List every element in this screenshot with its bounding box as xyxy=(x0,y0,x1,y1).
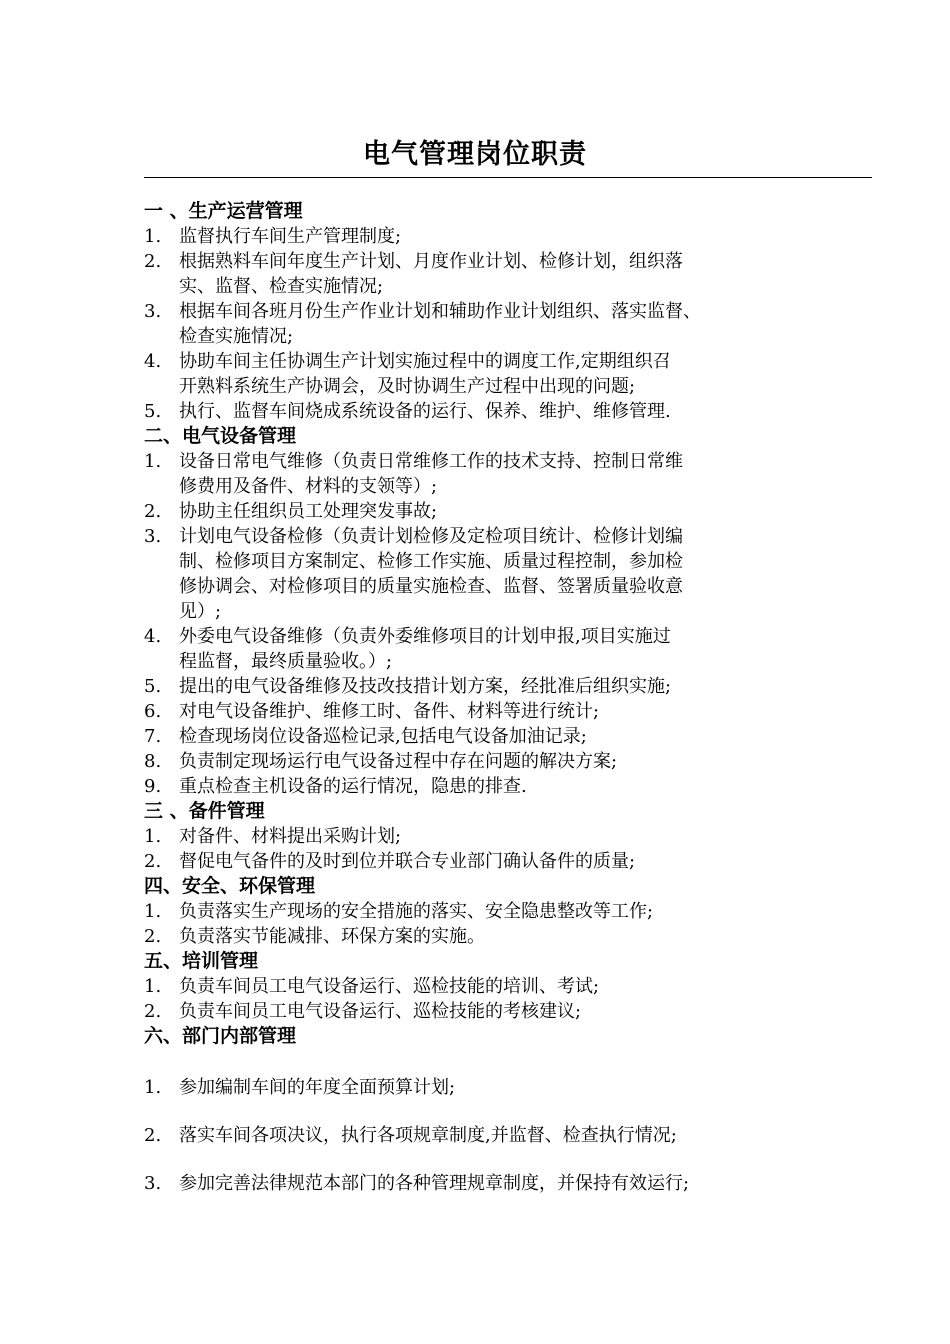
list-item-text-line: 负责车间员工电气设备运行、巡检技能的考核建议; xyxy=(179,1001,582,1022)
section-heading: 二、电气设备管理 xyxy=(144,425,297,447)
list-item-text-line: 对备件、材料提出采购计划; xyxy=(179,826,402,847)
list-item-text-line: 程监督，最终质量验收。）; xyxy=(179,651,393,672)
list-item xyxy=(144,699,844,724)
paragraph-spacer xyxy=(144,1148,844,1171)
list-item-text-line: 对电气设备维护、维修工时、备件、材料等进行统计; xyxy=(179,701,600,722)
list-item-number: 7. xyxy=(144,726,162,747)
section-heading: 五、培训管理 xyxy=(144,950,259,972)
list-item-text-line: 落实车间各项决议，执行各项规章制度,并监督、检查执行情况; xyxy=(179,1125,677,1146)
list-item-text-line: 计划电气设备检修（负责计划检修及定检项目统计、检修计划编 xyxy=(179,526,683,547)
list-item xyxy=(144,924,844,949)
list-item-text-line: 修费用及备件、材料的支领等）; xyxy=(179,476,438,497)
list-item xyxy=(144,1075,844,1100)
list-item-text-line: 执行、监督车间烧成系统设备的运行、保养、维护、维修管理. xyxy=(179,401,671,422)
list-item-text-line: 实、监督、检查实施情况; xyxy=(179,276,384,297)
list-item-text-line: 修协调会、对检修项目的质量实施检查、监督、签署质量验收意 xyxy=(179,576,683,597)
list-item-text-line: 重点检查主机设备的运行情况，隐患的排查. xyxy=(179,776,527,797)
list-item-text-line: 监督执行车间生产管理制度; xyxy=(179,226,402,247)
list-item-number: 3. xyxy=(144,1173,162,1194)
list-item-text-line: 开熟料系统生产协调会，及时协调生产过程中出现的问题; xyxy=(179,376,636,397)
list-item-text-line: 督促电气备件的及时到位并联合专业部门确认备件的质量; xyxy=(179,851,636,872)
list-item-number: 1. xyxy=(144,976,162,997)
list-item-text-line: 协助车间主任协调生产计划实施过程中的调度工作,定期组织召 xyxy=(179,351,671,372)
list-item-text-line: 见）; xyxy=(179,601,222,622)
list-item xyxy=(144,524,844,624)
list-item-text-line: 负责车间员工电气设备运行、巡检技能的培训、考试; xyxy=(179,976,600,997)
list-item-text-line: 负责落实生产现场的安全措施的落实、安全隐患整改等工作; xyxy=(179,901,654,922)
list-item xyxy=(144,749,844,774)
list-item-number: 8. xyxy=(144,751,162,772)
list-item xyxy=(144,674,844,699)
list-item xyxy=(144,499,844,524)
list-item-number: 9. xyxy=(144,776,162,797)
list-item-text-line: 检查现场岗位设备巡检记录,包括电气设备加油记录; xyxy=(179,726,587,747)
list-item-number: 2. xyxy=(144,251,162,272)
list-item xyxy=(144,999,844,1024)
section-heading: 四、安全、环保管理 xyxy=(144,875,316,897)
list-item-text-line: 负责制定现场运行电气设备过程中存在问题的解决方案; xyxy=(179,751,618,772)
document-body xyxy=(144,199,844,1196)
list-item-number: 1. xyxy=(144,1077,162,1098)
list-item xyxy=(144,774,844,799)
list-item-number: 3. xyxy=(144,526,162,547)
list-item-number: 1. xyxy=(144,226,162,247)
list-item-number: 1. xyxy=(144,901,162,922)
page-title: 电气管理岗位职责 xyxy=(363,139,587,170)
list-item-number: 5. xyxy=(144,401,162,422)
list-item-number: 2. xyxy=(144,501,162,522)
section-heading: 一 、生产运营管理 xyxy=(144,200,303,222)
list-item-number: 6. xyxy=(144,701,162,722)
list-item xyxy=(144,249,844,299)
list-item-number: 1. xyxy=(144,451,162,472)
list-item xyxy=(144,224,844,249)
list-item-text-line: 协助主任组织员工处理突发事故; xyxy=(179,501,438,522)
list-item-text-line: 根据熟料车间年度生产计划、月度作业计划、检修计划，组织落 xyxy=(179,251,683,272)
section-heading: 三 、备件管理 xyxy=(144,800,265,822)
list-item xyxy=(144,724,844,749)
list-item xyxy=(144,299,844,349)
paragraph-spacer xyxy=(144,1049,844,1075)
list-item-number: 1. xyxy=(144,826,162,847)
list-item xyxy=(144,824,844,849)
list-item-text-line: 根据车间各班月份生产作业计划和辅助作业计划组织、落实监督、 xyxy=(179,301,701,322)
list-item-text-line: 制、检修项目方案制定、检修工作实施、质量过程控制，参加检 xyxy=(179,551,683,572)
list-item-text-line: 设备日常电气维修（负责日常维修工作的技术支持、控制日常维 xyxy=(179,451,683,472)
list-item-text-line: 检查实施情况; xyxy=(179,326,294,347)
list-item-text-line: 参加完善法律规范本部门的各种管理规章制度，并保持有效运行; xyxy=(179,1173,690,1194)
list-item-number: 2. xyxy=(144,1001,162,1022)
list-item xyxy=(144,624,844,674)
list-item xyxy=(144,1123,844,1148)
list-item xyxy=(144,974,844,999)
list-item-number: 2. xyxy=(144,926,162,947)
list-item-number: 5. xyxy=(144,676,162,697)
list-item xyxy=(144,399,844,424)
title-divider xyxy=(144,177,872,178)
list-item-text-line: 参加编制车间的年度全面预算计划; xyxy=(179,1077,456,1098)
paragraph-spacer xyxy=(144,1100,844,1123)
list-item xyxy=(144,849,844,874)
list-item xyxy=(144,899,844,924)
list-item-number: 4. xyxy=(144,626,162,647)
list-item xyxy=(144,349,844,399)
list-item xyxy=(144,1171,844,1196)
list-item xyxy=(144,449,844,499)
list-item-number: 3. xyxy=(144,301,162,322)
list-item-number: 4. xyxy=(144,351,162,372)
list-item-text-line: 提出的电气设备维修及技改技措计划方案，经批准后组织实施; xyxy=(179,676,672,697)
list-item-text-line: 外委电气设备维修（负责外委维修项目的计划申报,项目实施过 xyxy=(179,626,671,647)
list-item-text-line: 负责落实节能减排、环保方案的实施。 xyxy=(179,926,485,947)
list-item-number: 2. xyxy=(144,1125,162,1146)
list-item-number: 2. xyxy=(144,851,162,872)
section-heading: 六、部门内部管理 xyxy=(144,1025,297,1047)
